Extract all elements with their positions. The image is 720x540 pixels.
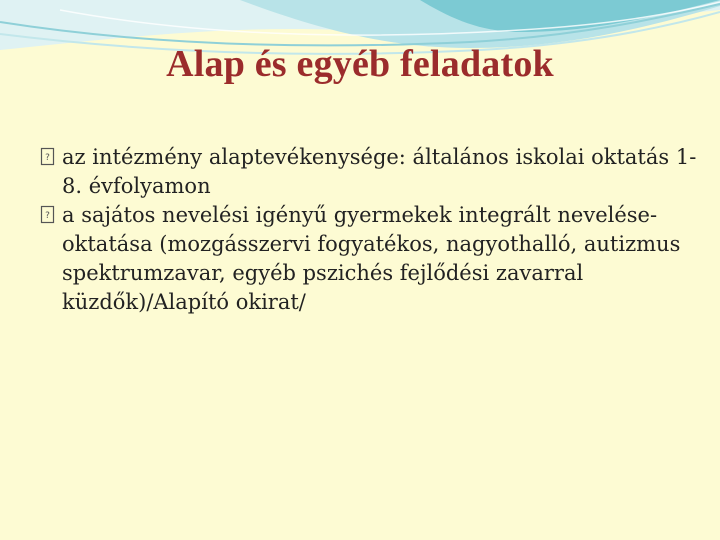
bullet-text: a sajátos nevelési igényű gyermekek integrált nevelése-oktatása (mozgásszervi fogyatékos, nagyothalló, autizmus spektrumzavar, egyéb pszichés fejlődési zavarral küzdők)/Alapító okirat/ xyxy=(62,203,681,314)
svg-text:?: ? xyxy=(45,211,50,221)
bullet-item xyxy=(40,201,700,317)
svg-text:?: ? xyxy=(45,153,50,163)
slide-body xyxy=(40,143,700,317)
bullet-text: az intézmény alaptevékenysége: általános iskolai oktatás 1-8. évfolyamon xyxy=(62,145,697,198)
bullet-item xyxy=(40,143,700,201)
missing-glyph-bullet-icon xyxy=(40,146,55,167)
slide-title: Alap és egyéb feladatok xyxy=(166,43,554,85)
missing-glyph-bullet-icon xyxy=(40,204,55,225)
